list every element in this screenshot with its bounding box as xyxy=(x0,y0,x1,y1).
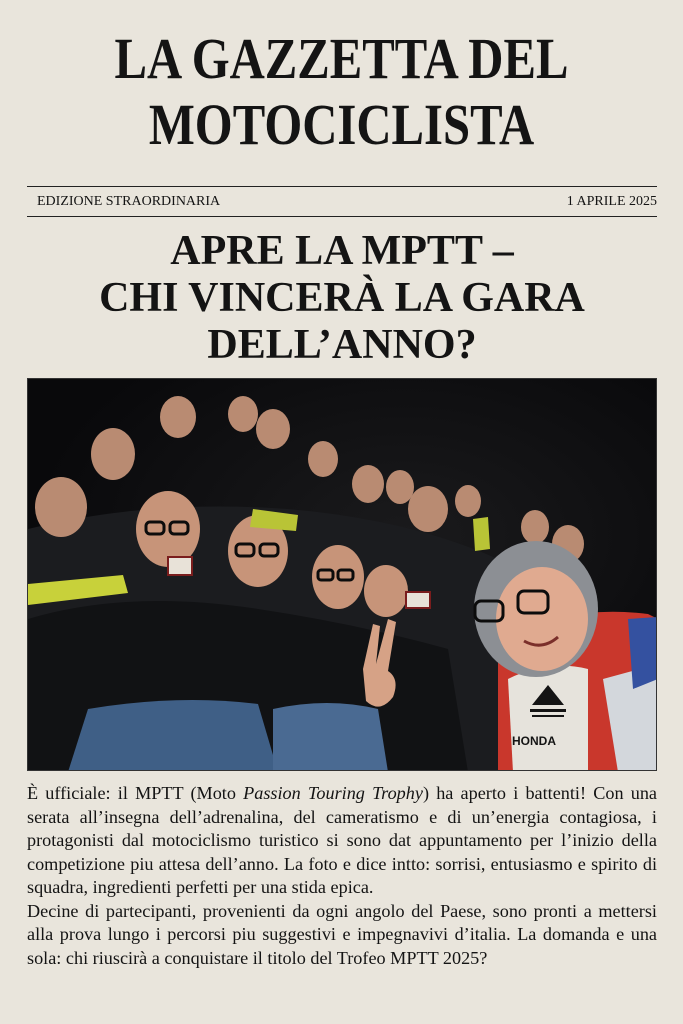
edition-bar xyxy=(37,192,657,212)
masthead xyxy=(55,26,629,158)
article-p1-text-b: ) ha aperto i battenti! Con una serata all’insegna dell’adrenalina, del cameratismo e di un’energia contagiosa, i protagonisti dal motociclismo turistico si sono dat appuntamento per l’inizio della competizione piu attesa dell’anno. La foto e dice intto: sorrisi, entusiasmo e spirito di squadra, ingredienti perfetti per una stida epica. xyxy=(27,783,658,897)
masthead-line-1: LA GAZZETTA DEL xyxy=(114,26,569,91)
headline-line-3: DELL’ANNO? xyxy=(207,322,477,368)
rule-top xyxy=(27,186,657,187)
edition-label: EDIZIONE STRAORDINARIA xyxy=(37,194,221,209)
article-p1-italic: Passion Touring Trophy xyxy=(243,783,423,803)
headline-line-1: APRE LA MPTT – xyxy=(170,228,514,274)
jacket-logo-text: HONDA xyxy=(512,734,556,748)
headline-line-2: CHI VINCERÀ LA GARA xyxy=(99,275,585,321)
masthead-line-2: MOTOCICLISTA xyxy=(148,92,535,157)
group-photo xyxy=(27,378,657,771)
headline xyxy=(27,228,657,369)
edition-date: 1 APRILE 2025 xyxy=(566,194,657,209)
group-photo-illustration xyxy=(28,379,657,771)
article-p1-text-a: È ufficiale: il MPTT (Moto xyxy=(27,783,244,803)
article-paragraph-1 xyxy=(27,782,657,900)
article-body xyxy=(27,782,657,970)
article-paragraph-2: Decine di partecipanti, provenienti da ogni angolo del Paese, sono pronti a mettersi alla prova lungo i percorsi piu suggestivi e impegnavivi d’italia. La domanda e una sola: chi riuscirà a conquistare il titolo del Trofeo MPTT 2025? xyxy=(27,900,657,968)
rule-bottom xyxy=(27,216,657,217)
